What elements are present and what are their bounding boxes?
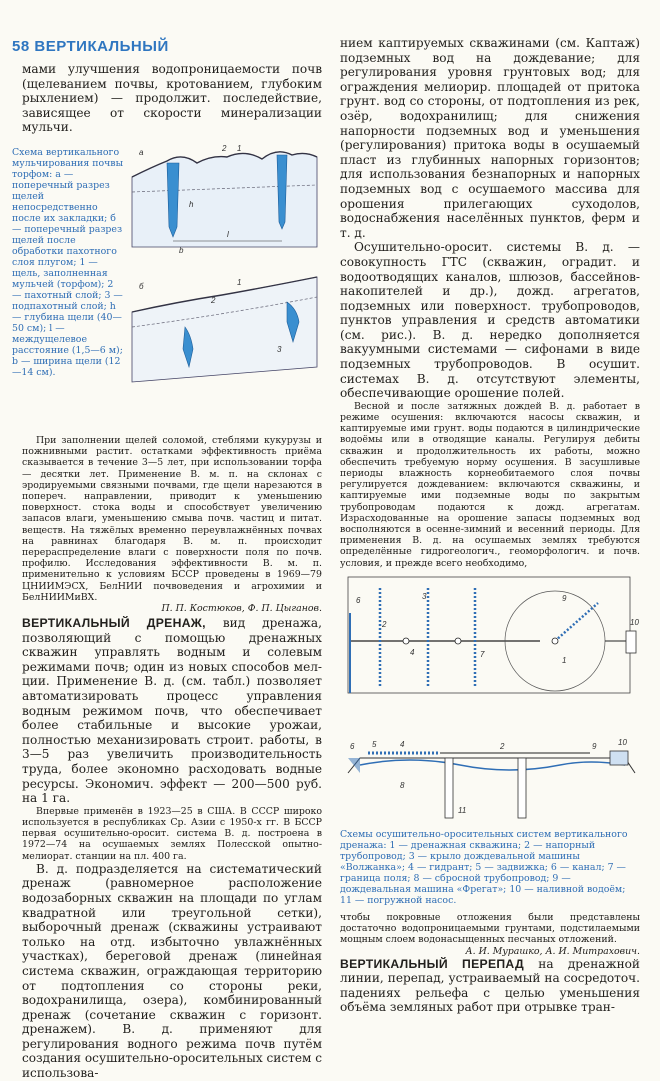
drainage-history: Впервые применён в 1923—25 в США. В СССР широко используется в республиках Ср. Азии с 1950-х гг. В БССР первая осушительно-ороcит. система В. д. построена в 1972—74 на осушаемых землях Полесской опытно-мелиорат. станции на пл. 400 га. bbox=[22, 805, 322, 862]
water-table bbox=[360, 760, 625, 770]
label-s5: 5 bbox=[372, 739, 377, 749]
right-column bbox=[340, 36, 640, 1015]
label-s2: 2 bbox=[500, 741, 505, 751]
final-paragraph: чтобы покровные отложения были представлены достаточно водопроницаемыми грунтами, подстилаемыми мощным слоем водонасыщенных песчаных отложений. bbox=[340, 911, 640, 946]
drainage-system-diagram bbox=[340, 573, 640, 829]
vertical-drop-entry bbox=[340, 957, 640, 1015]
figure-2-caption: Схемы осушительно-оросительных систем вертикального дренажа: 1 — дренажная скважина; 2 — напорный трубопровод; 3 — крыло дождевальной машины «Волжанка»; 4 — гидрант; 5 — задвижка; 6 — канал; 7 — граница поля; 8 — сбросной трубопровод; 9 — дождевальная машина «Фрегат»; 10 — наливной водоём; 11 — погружной насос. bbox=[340, 828, 628, 906]
label-p10: 10 bbox=[630, 617, 639, 627]
label-b-1: 1 bbox=[237, 277, 242, 287]
label-b-panel: б bbox=[139, 281, 144, 291]
label-b-3: 3 bbox=[277, 344, 282, 354]
label-s4: 4 bbox=[400, 739, 405, 749]
hydrant-1 bbox=[403, 638, 409, 644]
left-column bbox=[12, 62, 322, 1081]
label-p9: 9 bbox=[562, 593, 567, 603]
label-a: а bbox=[139, 147, 144, 157]
label-p3: 3 bbox=[422, 591, 427, 601]
label-b: b bbox=[179, 245, 184, 255]
figure-2 bbox=[340, 573, 640, 829]
mulch-slot-a1 bbox=[167, 163, 179, 237]
label-l: l bbox=[227, 229, 229, 239]
frigate-arm bbox=[555, 603, 598, 641]
label-s6: 6 bbox=[350, 741, 355, 751]
label-p7: 7 bbox=[480, 649, 485, 659]
reservoir bbox=[626, 631, 636, 653]
well-2 bbox=[518, 758, 526, 818]
label-p1: 1 bbox=[562, 655, 567, 665]
torf-paragraph: При заполнении щелей соломой, стеблями кукурузы и пожнивными растит. остатками эффективность приёма сказывается в течение 3—5 лет, при использовании торфа — десятки лет. Применение В. м. п. на склонах с эродируемыми связными почвами, где щели нарезаются в попереч. направлении, приводит к уменьшению поверхност. стока воды и способствует увеличению запасов влаги, уменьшению смыва почв. частиц и питат. веществ. На тяжёлых временно переувлажнённых почвах на равнинах благодаря В. м. п. происходит перераспределение влаги с поверхности поля по почв. профилю. Исследования эффективности В. м. п. применительно к условиям БССР проведены в 1969—79 ЦНИИМЭСХ, БелНИИ почвоведения и агрохимии и БелНИИМиВХ. bbox=[22, 434, 322, 603]
well-1 bbox=[445, 758, 453, 818]
well-center bbox=[552, 638, 558, 644]
reservoir-profile bbox=[610, 751, 628, 765]
label-b-2: 2 bbox=[211, 295, 216, 305]
hydrant-2 bbox=[455, 638, 461, 644]
label-p4: 4 bbox=[410, 647, 415, 657]
systems-paragraph: Осушительно-ороcит. системы В. д. — совокупность ГТС (скважин, оградит. и водоотводящих каналов, шлюзов, бассейнов-накопителей и др.), дожд. агрегатов, подземных или поверхност. трубопроводов, пунктов управления и средств автоматики (см. рис.). В. д. нередко дополняется вакуумными системами — сифонами в виде подземных трубопроводов. В осушит. системах В. д. отсутствуют элементы, обеспечивающие орошение полей. bbox=[340, 240, 640, 401]
mulching-diagram bbox=[127, 137, 322, 427]
running-head-title: ВЕРТИКАЛЬНЫЙ bbox=[34, 38, 169, 55]
soil-profile-a bbox=[132, 152, 317, 247]
authors-1: П. П. Костюков, Ф. П. Цыганов. bbox=[161, 603, 322, 615]
drainage-continued: нием каптируемых скважинами (см. Каптаж) подземных вод на дождевание; для регулирования уровня грунтовых вод; для ограждения мелиорир. площадей от притока грунт. вод со стороны, от подтопления из рек, озёр, водохранилищ; для снижения напорности подземных вод и уменьшения (регулирования) притока воды в осушаемый пласт из глубинных напорных горизонтов; для использования безнапорных и напорных подземных вод с осушаемого массива для орошения прилегающих суходолов, водоснабжения населённых пунктов, ферм и т. д. bbox=[340, 36, 640, 240]
term-vertical-drop: ВЕРТИКАЛЬНЫЙ ПЕРЕПАД bbox=[340, 956, 524, 971]
label-p6: 6 bbox=[356, 595, 361, 605]
label-a-2: 2 bbox=[222, 143, 227, 153]
authors-2: А. И. Мурашко, А. И. Митрахович. bbox=[465, 945, 640, 957]
figure-1 bbox=[12, 135, 322, 435]
label-s11: 11 bbox=[458, 805, 467, 815]
vertical-drainage-entry bbox=[22, 616, 322, 806]
running-header bbox=[12, 38, 169, 55]
field-boundary bbox=[348, 577, 630, 693]
term-vertical-drainage: ВЕРТИКАЛЬНЫЙ ДРЕНАЖ, bbox=[22, 616, 206, 631]
label-s9: 9 bbox=[592, 741, 597, 751]
label-p2: 2 bbox=[382, 619, 387, 629]
figure-1-caption: Схема вертикального мульчирования почвы торфом: а — поперечный разрез щелей непосредственно после их закладки; б — поперечный разрез щелей после обработки пахотного слоя плугом; 1 — щель, заполненная мульчей (торфом); 2 — пахотный слой; 3 — подпахотный слой; h — глубина щели (40—50 см); l — междущелевое расстояние (1,5—6 м); b — ширина щели (12—14 см). bbox=[12, 146, 124, 378]
vertical-drop-definition: на дренажной линии, перепад, устраиваемый на сосредоточ. падениях рельефа с целью уменьшения объёма земляных работ при отрывке тран- bbox=[340, 956, 640, 1015]
intro-paragraph: мами улучшения водопроницаемости почв (щелеванием почвы, кротованием, глубоким рыхлением) — продолжит. последействие, зависящее от скорости минерализации мульчи. bbox=[22, 62, 322, 135]
label-s10: 10 bbox=[618, 737, 627, 747]
spring-paragraph: Весной и после затяжных дождей В. д. работает в режиме осушения: включаются насосы скважин, и каптируемые ими грунт. воды подаются в цилиндрические водоёмы или в отводящие каналы. Регулируя дебиты скважин и продолжительность их работы, можно обеспечить требуемую норму осушения. В засушливые периоды влажность корнеобитаемого слоя почвы регулируется дождеванием: включаются скважины, и каптируемые ими подземные воды по закрытым трубопроводам подаются к дожд. агрегатам. Израсходованные на орошение запасы подземных вод восполняются в осенне-зимний и весенний периоды. Для применения В. д. на осушаемых землях требуются определённые гидрогеологич., геоморфологич. и почв. условия, и прежде всего необходимо, bbox=[340, 400, 640, 569]
label-a-1: 1 bbox=[237, 143, 242, 153]
drainage-types: В. д. подразделяется на систематический дренаж (равномерное расположение водозаборных скважин на площади по углам квадратной или треугольной сетки), выборочный дренаж (скважины устраивают только на отд. избыточно увлажнённых участках), береговой дренаж (линейная система скважин, ограждающая территорию от подтопления со стороны реки, водохранилища, озера), комбинированный дренаж (сочетание скважин с горизонт. дренажем). В. д. применяют для регулирования водного режима почв путём создания осушительно-оросительных систем с использова- bbox=[22, 861, 322, 1081]
drainage-definition: вид дренажа, позволяющий с помощью дренажных скважин управлять водным и солевым режимами почв; один из новых способов мел-ции. Применение В. д. (см. табл.) позволяет автоматизировать процесс управления водным режимом почв, что обеспечивает более стабильные и высокие урожаи, полностью механизировать строит. работы, в 3—5 раз увеличить производительность труда, более экономно расходовать водные ресурсы. Экономич. эффект — 200—500 руб. на 1 га. bbox=[22, 616, 322, 806]
label-s8: 8 bbox=[400, 780, 405, 790]
page-number: 58 bbox=[12, 38, 30, 55]
label-h: h bbox=[189, 199, 194, 209]
